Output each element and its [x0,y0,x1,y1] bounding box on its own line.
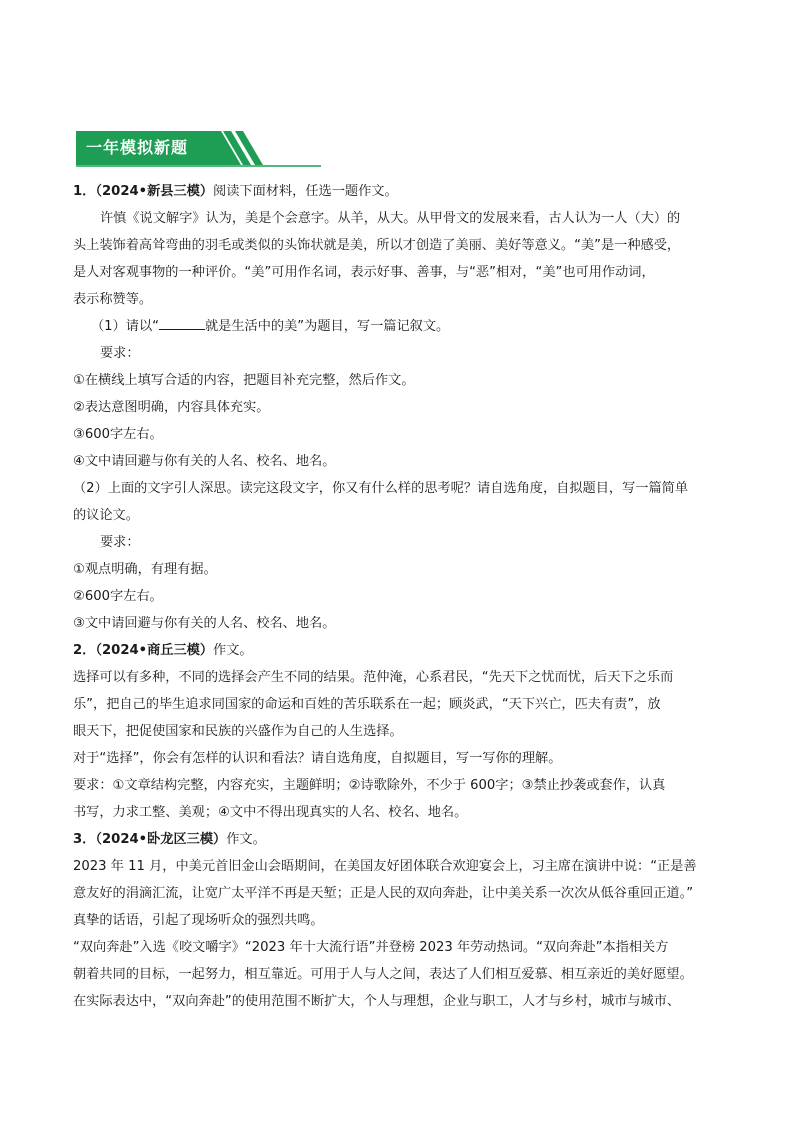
question-instruction: 阅读下面材料，任选一题作文。 [213,184,398,199]
question-2-line: 乐”，把自己的毕生追求同国家的命运和百姓的苦乐联系在一起；顾炎武，“天下兴亡，匹夫有责”，放 [73,697,661,712]
material-line: 是人对客观事物的一种评价。“美”可用作名词，表示好事、善事，与“恶”相对，“美”也可用作动词， [73,265,655,280]
question-2-line: 选择可以有多种，不同的选择会产生不同的结果。范仲淹，心系君民，“先天下之忧而忧，后天下之乐而 [73,670,674,685]
requirement-label: 要求： [100,535,140,550]
question-2-line: 书写，力求工整、美观；④文中不得出现真实的人名、校名、地名。 [73,805,468,820]
question-3-header [73,826,733,853]
material-line: 表示称赞等。 [73,292,153,307]
question-instruction: 作文。 [213,643,253,658]
requirement-item: ①在横线上填写合适的内容，把题目补充完整，然后作文。 [73,373,415,388]
question-2-line: 要求：①文章结构完整，内容充实，主题鲜明；②诗歌除外，不少于 600字；③禁止抄袭或套作，认真 [73,778,666,793]
question-3-line: “双向奔赴”入选《咬文嚼字》“2023 年十大流行语”并登榜 2023 年劳动热词。“双向奔赴”本指相关方 [73,940,669,955]
question-3-line: 真挚的话语，引起了现场听众的强烈共鸣。 [73,913,324,928]
task-2-line: 的议论文。 [73,508,139,523]
question-instruction: 作文。 [226,832,266,847]
section-banner [76,131,321,167]
question-number: 3． [73,832,96,847]
question-3-line: 2023 年 11 月，中美元首旧金山会晤期间，在美国友好团体联合欢迎宴会上，习主席在演讲中说：“正是善 [73,859,697,874]
banner-title: 一年模拟新题 [86,138,189,157]
requirement-item: ③文中请回避与你有关的人名、校名、地名。 [73,616,336,631]
question-source: （2024•商丘三模） [95,643,214,658]
question-source: （2024•新县三模） [95,184,214,199]
task-1-suffix: 就是生活中的美”为题目，写一篇记叙文。 [204,319,450,334]
question-2-header [73,637,733,664]
task-1-prefix: （1）请以“ [91,319,159,334]
material-line: 头上装饰着高耸弯曲的羽毛或类似的头饰状就是美，所以才创造了美丽、美好等意义。“美”是一种感受， [73,238,681,253]
task-1 [73,313,733,340]
material-line: 许慎《说文解字》认为，美是个会意字。从羊，从大。从甲骨文的发展来看，古人认为一人（大）的 [100,211,681,226]
requirement-item: ①观点明确，有理有据。 [73,562,217,577]
question-2-line: 对于“选择”，你会有怎样的认识和看法？请自选角度，自拟题目，写一写你的理解。 [73,751,562,766]
question-source: （2024•卧龙区三模） [95,832,227,847]
requirement-item: ③600字左右。 [73,427,163,442]
question-number: 1． [73,184,96,199]
fill-blank-line [159,315,205,330]
question-1-header [73,178,733,205]
question-3-line: 朝着共同的目标，一起努力，相互靠近。可用于人与人之间，表达了人们相互爱慕、相互亲近的美好愿望。 [73,967,693,982]
requirement-item: ②表达意图明确，内容具体充实。 [73,400,270,415]
requirement-item: ②600字左右。 [73,589,163,604]
document-body [73,178,733,1015]
requirement-label: 要求： [100,346,140,361]
question-number: 2． [73,643,96,658]
question-3-line: 意友好的涓滴汇流，让宽广太平洋不再是天堑；正是人民的双向奔赴，让中美关系一次次从低谷重回正道。” [73,886,694,901]
requirement-item: ④文中请回避与你有关的人名、校名、地名。 [73,454,336,469]
task-2-line: （2）上面的文字引人深思。读完这段文字，你又有什么样的思考呢？请自选角度，自拟题目，写一篇简单 [73,481,689,496]
question-2-line: 眼天下，把促使国家和民族的兴盛作为自己的人生选择。 [73,724,403,739]
question-3-line: 在实际表达中，“双向奔赴”的使用范围不断扩大，个人与理想，企业与职工，人才与乡村，城市与城市、 [73,994,681,1009]
